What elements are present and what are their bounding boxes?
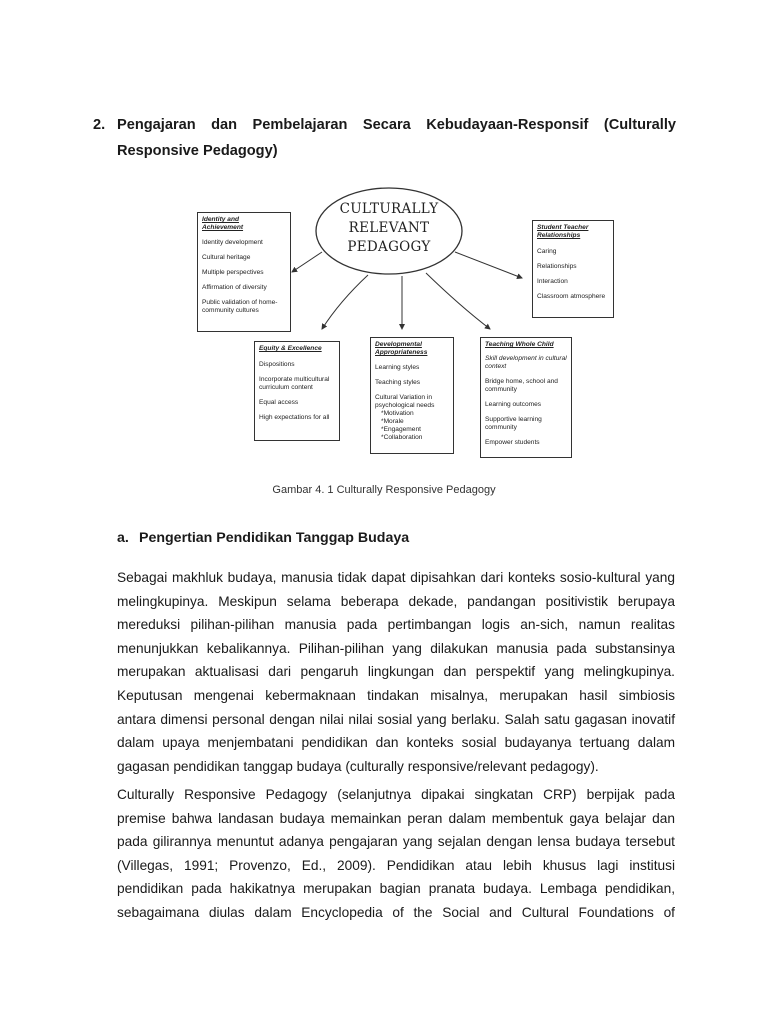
list-item: Relationships [537,263,577,270]
text-line: premise bahwa landasan budaya memainkan peran dalam membentuk gaya belajar dan [117,810,675,826]
paragraph-1 [117,566,675,778]
list-subitem: *Motivation [381,410,414,417]
text-line: Culturally Responsive Pedagogy (selanjutnya dipakai singkatan CRP) berpijak pada [117,787,675,802]
arrow-to-student-teacher [455,252,522,278]
subsection-title: Pengertian Pendidikan Tanggap Budaya [139,530,410,546]
list-item: Supportive learning community [485,416,542,431]
equity-box [254,341,340,441]
whole-child-box [480,337,572,458]
text-line: merupakan aktualisasi dari pengaruh lingkungan dan perspektif yang melingkupinya. [117,664,675,680]
text-line: pendidikan pada hakikatnya merupakan bagian pranata budaya. Lembaga pendidikan, [117,881,675,897]
text-line: pada gilirannya menuntut adanya pengajaran yang sejalan dengan lensa budaya tersebut [117,834,675,850]
arrow-to-whole-child [426,273,490,329]
text-line: menunjukkan kebalikannya. Pilihan-pilihan yang dilakukan manusia pada substansinya [117,640,675,656]
list-item: Bridge home, school and community [485,378,558,393]
text-line: (Villegas, 1991; Provenzo, Ed., 2009). Pendidikan atau lebih khusus lagi institusi [117,857,675,873]
box-title: Developmental Appropriateness [375,341,428,356]
box-title: Teaching Whole Child [485,341,554,348]
subsection-letter: a. [117,530,129,546]
section-number: 2. [93,117,106,133]
list-item: High expectations for all [259,414,330,421]
list-item: Identity development [202,239,263,246]
list-item: Teaching styles [375,379,421,386]
list-subitem: *Engagement [381,426,421,433]
crp-diagram [190,186,606,462]
list-subitem: *Collaboration [381,434,423,441]
list-item: Caring [537,248,557,255]
figure-caption: Gambar 4. 1 Culturally Responsive Pedagogy [272,484,496,496]
section-title-line-2: Responsive Pedagogy) [117,143,278,159]
text-line: antara dimensi personal dengan nilai nilai sosial yang berlaku. Salah satu gagasan inovatif [117,711,675,727]
section-heading [93,112,676,164]
arrow-to-equity [322,275,368,329]
list-subitem: *Morale [381,418,404,425]
developmental-box [370,337,454,454]
student-teacher-box [532,220,614,318]
paragraph-2 [117,783,675,925]
text-line: gagasan pendidikan tanggap budaya (culturally responsive/relevant pedagogy). [117,758,599,774]
list-item: Learning outcomes [485,401,542,408]
list-item: Equal access [259,399,299,406]
subsection-heading [117,530,409,546]
text-line: sebagaimana diulas dalam Encyclopedia of the Social and Cultural Foundations of [117,904,675,920]
text-line: Sebagai makhluk budaya, manusia tidak dapat dipisahkan dari konteks sosio-kultural yang [117,570,675,585]
box-title: Equity & Excellence [259,345,322,352]
list-item: Multiple perspectives [202,269,264,276]
list-item: Cultural heritage [202,254,251,261]
text-line: dalam upaya menjembatani pendidikan dan konteks sosial budayanya tertuang dalam [117,735,675,751]
box-title: Student Teacher Relationships [537,224,589,239]
box-title: Identity and Achievement [202,216,244,231]
list-item: Dispositions [259,361,295,368]
section-title-line-1: Pengajaran dan Pembelajaran Secara Kebudayaan-Responsif (Culturally [117,117,676,133]
list-item: Cultural Variation in psychological needs [375,394,435,409]
list-item: Interaction [537,278,568,285]
list-item: Empower students [485,439,540,446]
list-item: Classroom atmosphere [537,293,606,300]
text-line: Keputusan mengenai kebermaknaan tindakan misalnya, merupakan hasil simbiosis [117,687,675,703]
identity-box [197,212,291,332]
list-item: Affirmation of diversity [202,284,267,291]
list-item: Learning styles [375,364,420,371]
list-item: Incorporate multicultural curriculum content [259,376,330,391]
center-oval-label: CULTURALLY RELEVANT PEDAGOGY [339,201,439,255]
text-line: melingkupinya. Meskipun selama beberapa dekade, pandangan positivistik berupaya [117,593,675,609]
text-line: mereduksi pilihan-pilihan manusia pada pertimbangan logis an-sich, namun realitas [117,617,675,633]
list-item: Skill development in cultural context [485,355,567,370]
list-item: Public validation of home-community cultures [202,299,278,314]
arrow-to-identity [292,252,322,272]
